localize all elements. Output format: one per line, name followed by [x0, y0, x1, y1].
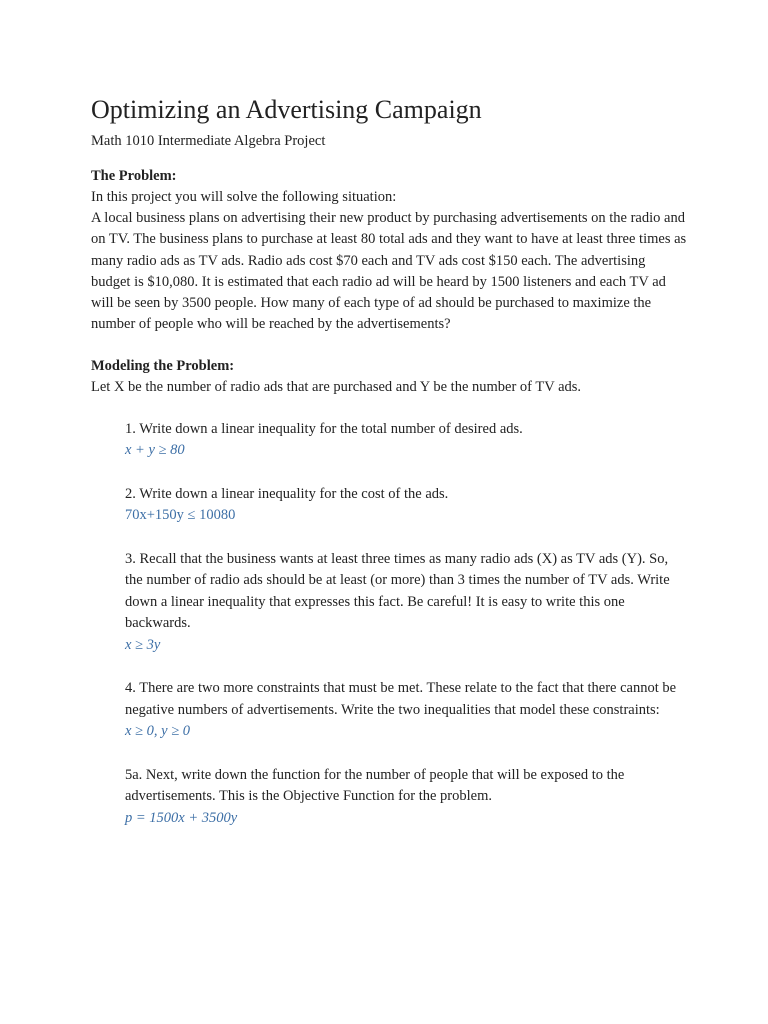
answer-text: x + y ≥ 80	[125, 442, 185, 459]
modeling-intro: Let X be the number of radio ads that are purchased and Y be the number of TV ads.	[91, 379, 582, 396]
answer-text: x ≥ 3y	[125, 636, 161, 653]
answer-text: p = 1500x + 3500y	[125, 809, 238, 826]
question-item-2	[125, 484, 688, 527]
question-text: 4. There are two more constraints that must be met. These relate to the fact that there cannot be negative numbers of advertisements. Write the two inequalities that model these constraints:	[125, 680, 677, 718]
answer-text: 70x+150y ≤ 10080	[125, 507, 236, 524]
question-text: 2. Write down a linear inequality for the cost of the ads.	[125, 485, 449, 502]
question-text: 3. Recall that the business wants at least three times as many radio ads (X) as TV ads (Y). So, the number of radio ads should be at least (or more) than 3 times the number of TV ads. Write down a linear inequality that expresses this fact. Be careful! It is easy to write this one backwards.	[125, 550, 670, 632]
question-item-4	[125, 678, 688, 743]
question-item-5a	[125, 765, 688, 830]
document-subtitle: Math 1010 Intermediate Algebra Project	[91, 133, 326, 149]
modeling-heading: Modeling the Problem:	[91, 358, 235, 375]
question-text: 1. Write down a linear inequality for the total number of desired ads.	[125, 420, 523, 437]
question-item-3	[125, 549, 688, 657]
problem-description: A local business plans on advertising their new product by purchasing advertisements on the radio and on TV. The business plans to purchase at least 80 total ads and they want to have at least three times as many radio ads as TV ads. Radio ads cost $70 each and TV ads cost $150 each. The advertising budget is $10,080. It is estimated that each radio ad will be heard by 1500 listeners and each TV ad will be seen by 3500 people. How many of each type of ad should be purchased to maximize the number of people who will be reached by the advertisements?	[91, 210, 687, 333]
question-list	[125, 419, 688, 830]
problem-heading: The Problem:	[91, 168, 177, 184]
document-title: Optimizing an Advertising Campaign	[91, 95, 482, 124]
question-text: 5a. Next, write down the function for the number of people that will be exposed to the advertisements. This is the Objective Function for the problem.	[125, 766, 625, 805]
question-item-1	[125, 419, 688, 462]
answer-text: x ≥ 0, y ≥ 0	[125, 723, 191, 740]
problem-intro: In this project you will solve the following situation:	[91, 189, 397, 205]
